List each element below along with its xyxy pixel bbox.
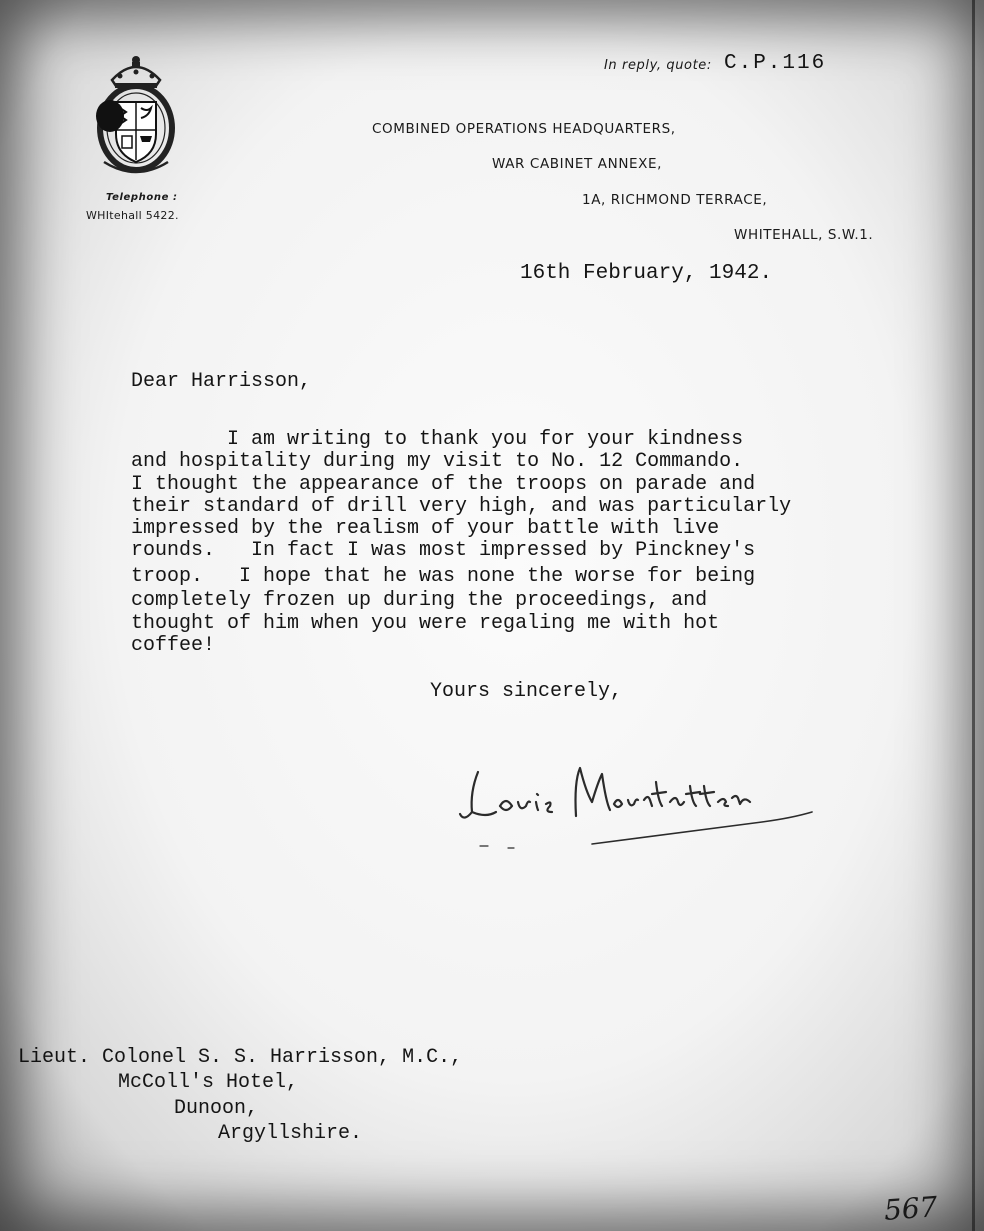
reply-reference: C.P.116: [724, 52, 827, 75]
royal-crest-icon: [82, 50, 190, 180]
recipient-line: McColl's Hotel,: [118, 1071, 299, 1094]
body-line: completely frozen up during the proceedings, and: [131, 589, 708, 612]
body-line: their standard of drill very high, and was particularly: [131, 495, 792, 518]
recipient-line: Dunoon,: [174, 1097, 259, 1120]
address-line: WHITEHALL, S.W.1.: [734, 227, 874, 243]
body-line: I am writing to thank you for your kindness: [131, 428, 744, 451]
handwritten-signature: [452, 752, 842, 862]
letter-date: 16th February, 1942.: [520, 262, 773, 285]
body-line: rounds. In fact I was most impressed by Pinckney's: [131, 539, 756, 562]
body-line: I thought the appearance of the troops on parade and: [131, 473, 756, 496]
address-line: 1A, RICHMOND TERRACE,: [582, 192, 768, 208]
recipient-line: Argyllshire.: [218, 1122, 363, 1145]
recipient-line: Lieut. Colonel S. S. Harrisson, M.C.,: [18, 1046, 463, 1069]
scan-edge: [972, 0, 975, 1231]
body-line: coffee!: [131, 634, 216, 657]
telephone-number: WHItehall 5422.: [86, 209, 179, 222]
body-line: thought of him when you were regaling me with hot: [131, 612, 720, 635]
archive-number: 567: [882, 1190, 939, 1227]
closing: Yours sincerely,: [430, 680, 623, 703]
telephone-label: Telephone :: [106, 192, 178, 203]
address-line: COMBINED OPERATIONS HEADQUARTERS,: [372, 121, 676, 137]
body-line: and hospitality during my visit to No. 12 Commando.: [131, 450, 744, 473]
address-line: WAR CABINET ANNEXE,: [492, 156, 663, 172]
salutation: Dear Harrisson,: [131, 370, 312, 393]
body-line: impressed by the realism of your battle with live: [131, 517, 720, 540]
body-line: troop. I hope that he was none the worse for being: [131, 565, 756, 588]
reply-label: In reply, quote:: [604, 58, 712, 73]
